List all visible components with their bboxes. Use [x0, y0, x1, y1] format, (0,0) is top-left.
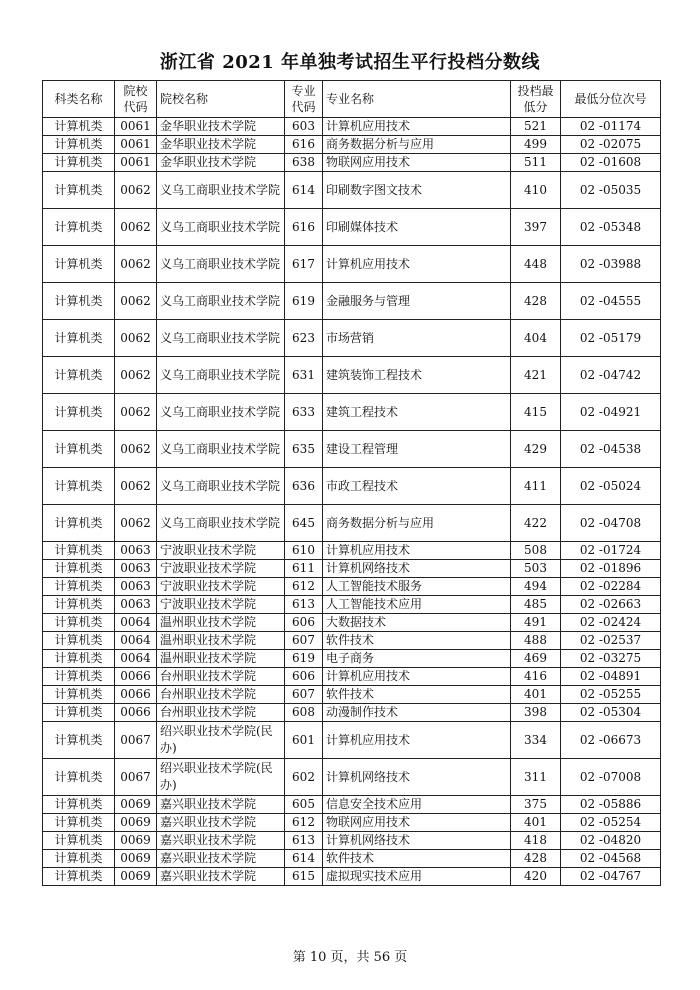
- cell-min-score: 491: [511, 614, 561, 632]
- cell-min-score: 469: [511, 650, 561, 668]
- cell-major-code: 623: [285, 320, 323, 357]
- cell-min-rank: 02 -04921: [561, 394, 661, 431]
- cell-subject: 计算机类: [43, 136, 115, 154]
- cell-school-name: 嘉兴职业技术学院: [157, 850, 285, 868]
- cell-min-rank: 02 -05179: [561, 320, 661, 357]
- cell-major-name: 动漫制作技术: [323, 704, 511, 722]
- cell-min-score: 488: [511, 632, 561, 650]
- cell-major-code: 645: [285, 505, 323, 542]
- table-header-row: [43, 81, 661, 118]
- table-row: [43, 632, 661, 650]
- cell-subject: 计算机类: [43, 560, 115, 578]
- table-row: [43, 650, 661, 668]
- cell-major-code: 638: [285, 154, 323, 172]
- cell-major-code: 614: [285, 172, 323, 209]
- table-row: [43, 850, 661, 868]
- cell-min-rank: 02 -05255: [561, 686, 661, 704]
- cell-major-name: 软件技术: [323, 632, 511, 650]
- cell-min-score: 494: [511, 578, 561, 596]
- cell-major-code: 617: [285, 246, 323, 283]
- cell-major-name: 计算机网络技术: [323, 759, 511, 796]
- cell-major-name: 市场营销: [323, 320, 511, 357]
- cell-school-code: 0061: [115, 136, 157, 154]
- cell-school-code: 0063: [115, 596, 157, 614]
- cell-major-code: 611: [285, 560, 323, 578]
- cell-school-name: 台州职业技术学院: [157, 686, 285, 704]
- cell-major-code: 607: [285, 686, 323, 704]
- page-footer: 第 10 页，共 56 页: [292, 950, 408, 965]
- cell-major-name: 建筑工程技术: [323, 394, 511, 431]
- cell-school-name: 嘉兴职业技术学院: [157, 832, 285, 850]
- table-row: [43, 118, 661, 136]
- cell-major-code: 635: [285, 431, 323, 468]
- table-row: [43, 431, 661, 468]
- cell-major-name: 市政工程技术: [323, 468, 511, 505]
- cell-school-name: 宁波职业技术学院: [157, 542, 285, 560]
- cell-min-score: 429: [511, 431, 561, 468]
- cell-subject: 计算机类: [43, 850, 115, 868]
- table-row: [43, 136, 661, 154]
- cell-major-name: 商务数据分析与应用: [323, 136, 511, 154]
- cell-school-name: 台州职业技术学院: [157, 704, 285, 722]
- cell-major-code: 610: [285, 542, 323, 560]
- cell-major-name: 物联网应用技术: [323, 154, 511, 172]
- cell-major-code: 613: [285, 596, 323, 614]
- cell-major-name: 人工智能技术应用: [323, 596, 511, 614]
- cell-school-code: 0062: [115, 357, 157, 394]
- cell-subject: 计算机类: [43, 154, 115, 172]
- table-row: [43, 172, 661, 209]
- cell-min-rank: 02 -04555: [561, 283, 661, 320]
- cell-major-name: 物联网应用技术: [323, 814, 511, 832]
- cell-major-code: 614: [285, 850, 323, 868]
- cell-min-score: 485: [511, 596, 561, 614]
- cell-min-rank: 02 -01724: [561, 542, 661, 560]
- cell-subject: 计算机类: [43, 759, 115, 796]
- header-subject: 科类名称: [43, 81, 115, 118]
- cell-school-code: 0069: [115, 868, 157, 886]
- cell-major-name: 大数据技术: [323, 614, 511, 632]
- cell-major-name: 计算机网络技术: [323, 560, 511, 578]
- cell-school-code: 0062: [115, 246, 157, 283]
- cell-min-score: 411: [511, 468, 561, 505]
- cell-school-code: 0066: [115, 704, 157, 722]
- cell-major-code: 606: [285, 668, 323, 686]
- cell-subject: 计算机类: [43, 542, 115, 560]
- table-row: [43, 668, 661, 686]
- cell-min-rank: 02 -03275: [561, 650, 661, 668]
- header-major-code: 专业代码: [285, 81, 323, 118]
- cell-school-name: 台州职业技术学院: [157, 668, 285, 686]
- cell-school-name: 义乌工商职业技术学院: [157, 320, 285, 357]
- cell-subject: 计算机类: [43, 614, 115, 632]
- table-row: [43, 246, 661, 283]
- cell-min-score: 521: [511, 118, 561, 136]
- cell-subject: 计算机类: [43, 722, 115, 759]
- cell-school-code: 0066: [115, 668, 157, 686]
- cell-min-score: 401: [511, 686, 561, 704]
- table-row: [43, 394, 661, 431]
- table-row: [43, 704, 661, 722]
- cell-min-rank: 02 -04538: [561, 431, 661, 468]
- page-title: 浙江省 2021 年单独考试招生平行投档分数线: [159, 52, 541, 73]
- table-row: [43, 154, 661, 172]
- cell-min-rank: 02 -04767: [561, 868, 661, 886]
- header-min-score: 投档最低分: [511, 81, 561, 118]
- table-row: [43, 357, 661, 394]
- cell-school-name: 宁波职业技术学院: [157, 596, 285, 614]
- cell-major-name: 建设工程管理: [323, 431, 511, 468]
- cell-school-code: 0062: [115, 320, 157, 357]
- cell-school-code: 0061: [115, 118, 157, 136]
- cell-major-code: 612: [285, 814, 323, 832]
- cell-subject: 计算机类: [43, 468, 115, 505]
- cell-subject: 计算机类: [43, 118, 115, 136]
- cell-school-name: 义乌工商职业技术学院: [157, 357, 285, 394]
- cell-major-code: 615: [285, 868, 323, 886]
- cell-school-code: 0062: [115, 394, 157, 431]
- cell-school-code: 0062: [115, 468, 157, 505]
- table-row: [43, 868, 661, 886]
- cell-subject: 计算机类: [43, 431, 115, 468]
- cell-major-code: 612: [285, 578, 323, 596]
- cell-school-code: 0063: [115, 542, 157, 560]
- cell-school-name: 温州职业技术学院: [157, 614, 285, 632]
- cell-major-code: 602: [285, 759, 323, 796]
- cell-min-rank: 02 -04891: [561, 668, 661, 686]
- cell-subject: 计算机类: [43, 632, 115, 650]
- cell-min-score: 508: [511, 542, 561, 560]
- cell-min-rank: 02 -05254: [561, 814, 661, 832]
- cell-min-rank: 02 -02284: [561, 578, 661, 596]
- cell-major-name: 印刷数字图文技术: [323, 172, 511, 209]
- header-school-name: 院校名称: [157, 81, 285, 118]
- cell-major-name: 虚拟现实技术应用: [323, 868, 511, 886]
- cell-min-rank: 02 -06673: [561, 722, 661, 759]
- table-row: [43, 722, 661, 759]
- cell-major-name: 金融服务与管理: [323, 283, 511, 320]
- cell-min-rank: 02 -01174: [561, 118, 661, 136]
- cell-school-code: 0064: [115, 650, 157, 668]
- cell-school-name: 金华职业技术学院: [157, 118, 285, 136]
- cell-school-code: 0061: [115, 154, 157, 172]
- cell-school-name: 义乌工商职业技术学院: [157, 431, 285, 468]
- cell-subject: 计算机类: [43, 650, 115, 668]
- cell-major-code: 633: [285, 394, 323, 431]
- table-row: [43, 614, 661, 632]
- cell-major-code: 619: [285, 650, 323, 668]
- cell-subject: 计算机类: [43, 172, 115, 209]
- cell-min-rank: 02 -02075: [561, 136, 661, 154]
- cell-school-code: 0069: [115, 796, 157, 814]
- cell-school-code: 0064: [115, 632, 157, 650]
- cell-min-rank: 02 -01896: [561, 560, 661, 578]
- cell-school-name: 义乌工商职业技术学院: [157, 209, 285, 246]
- score-table: [42, 80, 661, 886]
- cell-school-code: 0067: [115, 722, 157, 759]
- cell-school-code: 0062: [115, 283, 157, 320]
- cell-major-code: 606: [285, 614, 323, 632]
- cell-school-name: 嘉兴职业技术学院: [157, 868, 285, 886]
- header-school-code: 院校代码: [115, 81, 157, 118]
- cell-major-name: 信息安全技术应用: [323, 796, 511, 814]
- cell-subject: 计算机类: [43, 668, 115, 686]
- cell-min-rank: 02 -02663: [561, 596, 661, 614]
- cell-major-code: 608: [285, 704, 323, 722]
- cell-subject: 计算机类: [43, 320, 115, 357]
- cell-min-score: 499: [511, 136, 561, 154]
- header-major-name: 专业名称: [323, 81, 511, 118]
- cell-major-name: 商务数据分析与应用: [323, 505, 511, 542]
- cell-min-score: 416: [511, 668, 561, 686]
- cell-min-score: 420: [511, 868, 561, 886]
- table-row: [43, 542, 661, 560]
- cell-min-rank: 02 -05024: [561, 468, 661, 505]
- table-row: [43, 596, 661, 614]
- cell-school-code: 0062: [115, 172, 157, 209]
- cell-min-score: 410: [511, 172, 561, 209]
- cell-min-score: 401: [511, 814, 561, 832]
- cell-school-name: 义乌工商职业技术学院: [157, 505, 285, 542]
- cell-school-name: 嘉兴职业技术学院: [157, 814, 285, 832]
- cell-major-code: 603: [285, 118, 323, 136]
- cell-min-rank: 02 -05886: [561, 796, 661, 814]
- cell-min-score: 421: [511, 357, 561, 394]
- cell-major-name: 计算机网络技术: [323, 832, 511, 850]
- cell-school-code: 0064: [115, 614, 157, 632]
- cell-min-score: 311: [511, 759, 561, 796]
- table-row: [43, 832, 661, 850]
- cell-major-name: 建筑装饰工程技术: [323, 357, 511, 394]
- cell-major-code: 636: [285, 468, 323, 505]
- cell-school-code: 0063: [115, 560, 157, 578]
- table-row: [43, 468, 661, 505]
- cell-major-name: 计算机应用技术: [323, 246, 511, 283]
- table-row: [43, 283, 661, 320]
- cell-subject: 计算机类: [43, 796, 115, 814]
- cell-major-code: 605: [285, 796, 323, 814]
- cell-min-rank: 02 -01608: [561, 154, 661, 172]
- cell-subject: 计算机类: [43, 394, 115, 431]
- cell-subject: 计算机类: [43, 596, 115, 614]
- cell-major-name: 软件技术: [323, 850, 511, 868]
- cell-major-name: 软件技术: [323, 686, 511, 704]
- cell-min-rank: 02 -03988: [561, 246, 661, 283]
- cell-school-name: 义乌工商职业技术学院: [157, 394, 285, 431]
- header-min-rank: 最低分位次号: [561, 81, 661, 118]
- cell-school-name: 绍兴职业技术学院(民办): [157, 759, 285, 796]
- cell-subject: 计算机类: [43, 704, 115, 722]
- cell-school-code: 0062: [115, 505, 157, 542]
- cell-min-rank: 02 -02537: [561, 632, 661, 650]
- cell-school-name: 绍兴职业技术学院(民办): [157, 722, 285, 759]
- cell-school-code: 0067: [115, 759, 157, 796]
- cell-min-rank: 02 -05348: [561, 209, 661, 246]
- cell-min-score: 398: [511, 704, 561, 722]
- table-row: [43, 578, 661, 596]
- cell-school-code: 0069: [115, 814, 157, 832]
- cell-major-name: 人工智能技术服务: [323, 578, 511, 596]
- cell-major-name: 计算机应用技术: [323, 542, 511, 560]
- cell-school-code: 0062: [115, 431, 157, 468]
- table-row: [43, 759, 661, 796]
- cell-subject: 计算机类: [43, 246, 115, 283]
- cell-min-score: 415: [511, 394, 561, 431]
- cell-min-score: 428: [511, 283, 561, 320]
- cell-school-name: 宁波职业技术学院: [157, 560, 285, 578]
- cell-min-rank: 02 -05035: [561, 172, 661, 209]
- cell-min-rank: 02 -07008: [561, 759, 661, 796]
- cell-min-score: 418: [511, 832, 561, 850]
- cell-subject: 计算机类: [43, 832, 115, 850]
- cell-major-code: 607: [285, 632, 323, 650]
- cell-major-code: 616: [285, 136, 323, 154]
- cell-major-code: 616: [285, 209, 323, 246]
- cell-school-name: 嘉兴职业技术学院: [157, 796, 285, 814]
- cell-major-name: 计算机应用技术: [323, 668, 511, 686]
- cell-subject: 计算机类: [43, 357, 115, 394]
- cell-subject: 计算机类: [43, 505, 115, 542]
- cell-school-code: 0062: [115, 209, 157, 246]
- cell-major-name: 计算机应用技术: [323, 118, 511, 136]
- cell-min-score: 511: [511, 154, 561, 172]
- cell-min-score: 503: [511, 560, 561, 578]
- cell-major-name: 计算机应用技术: [323, 722, 511, 759]
- cell-min-rank: 02 -04742: [561, 357, 661, 394]
- table-row: [43, 686, 661, 704]
- cell-school-name: 义乌工商职业技术学院: [157, 468, 285, 505]
- cell-school-name: 义乌工商职业技术学院: [157, 172, 285, 209]
- cell-school-name: 宁波职业技术学院: [157, 578, 285, 596]
- cell-subject: 计算机类: [43, 283, 115, 320]
- cell-major-name: 印刷媒体技术: [323, 209, 511, 246]
- cell-min-score: 448: [511, 246, 561, 283]
- cell-min-score: 404: [511, 320, 561, 357]
- cell-major-code: 631: [285, 357, 323, 394]
- cell-major-name: 电子商务: [323, 650, 511, 668]
- cell-major-code: 601: [285, 722, 323, 759]
- cell-subject: 计算机类: [43, 814, 115, 832]
- cell-subject: 计算机类: [43, 686, 115, 704]
- cell-min-score: 428: [511, 850, 561, 868]
- cell-min-rank: 02 -04568: [561, 850, 661, 868]
- cell-major-code: 613: [285, 832, 323, 850]
- cell-subject: 计算机类: [43, 868, 115, 886]
- cell-school-code: 0066: [115, 686, 157, 704]
- cell-school-name: 金华职业技术学院: [157, 154, 285, 172]
- table-row: [43, 505, 661, 542]
- cell-school-code: 0063: [115, 578, 157, 596]
- cell-school-name: 义乌工商职业技术学院: [157, 283, 285, 320]
- cell-school-name: 温州职业技术学院: [157, 632, 285, 650]
- table-row: [43, 320, 661, 357]
- cell-min-rank: 02 -04708: [561, 505, 661, 542]
- table-row: [43, 814, 661, 832]
- table-row: [43, 560, 661, 578]
- cell-min-score: 334: [511, 722, 561, 759]
- cell-subject: 计算机类: [43, 209, 115, 246]
- cell-major-code: 619: [285, 283, 323, 320]
- cell-min-rank: 02 -05304: [561, 704, 661, 722]
- cell-min-rank: 02 -02424: [561, 614, 661, 632]
- cell-min-score: 422: [511, 505, 561, 542]
- cell-school-code: 0069: [115, 850, 157, 868]
- cell-school-name: 温州职业技术学院: [157, 650, 285, 668]
- table-row: [43, 796, 661, 814]
- cell-school-name: 金华职业技术学院: [157, 136, 285, 154]
- cell-min-score: 375: [511, 796, 561, 814]
- cell-subject: 计算机类: [43, 578, 115, 596]
- cell-school-code: 0069: [115, 832, 157, 850]
- cell-school-name: 义乌工商职业技术学院: [157, 246, 285, 283]
- cell-min-rank: 02 -04820: [561, 832, 661, 850]
- cell-min-score: 397: [511, 209, 561, 246]
- table-row: [43, 209, 661, 246]
